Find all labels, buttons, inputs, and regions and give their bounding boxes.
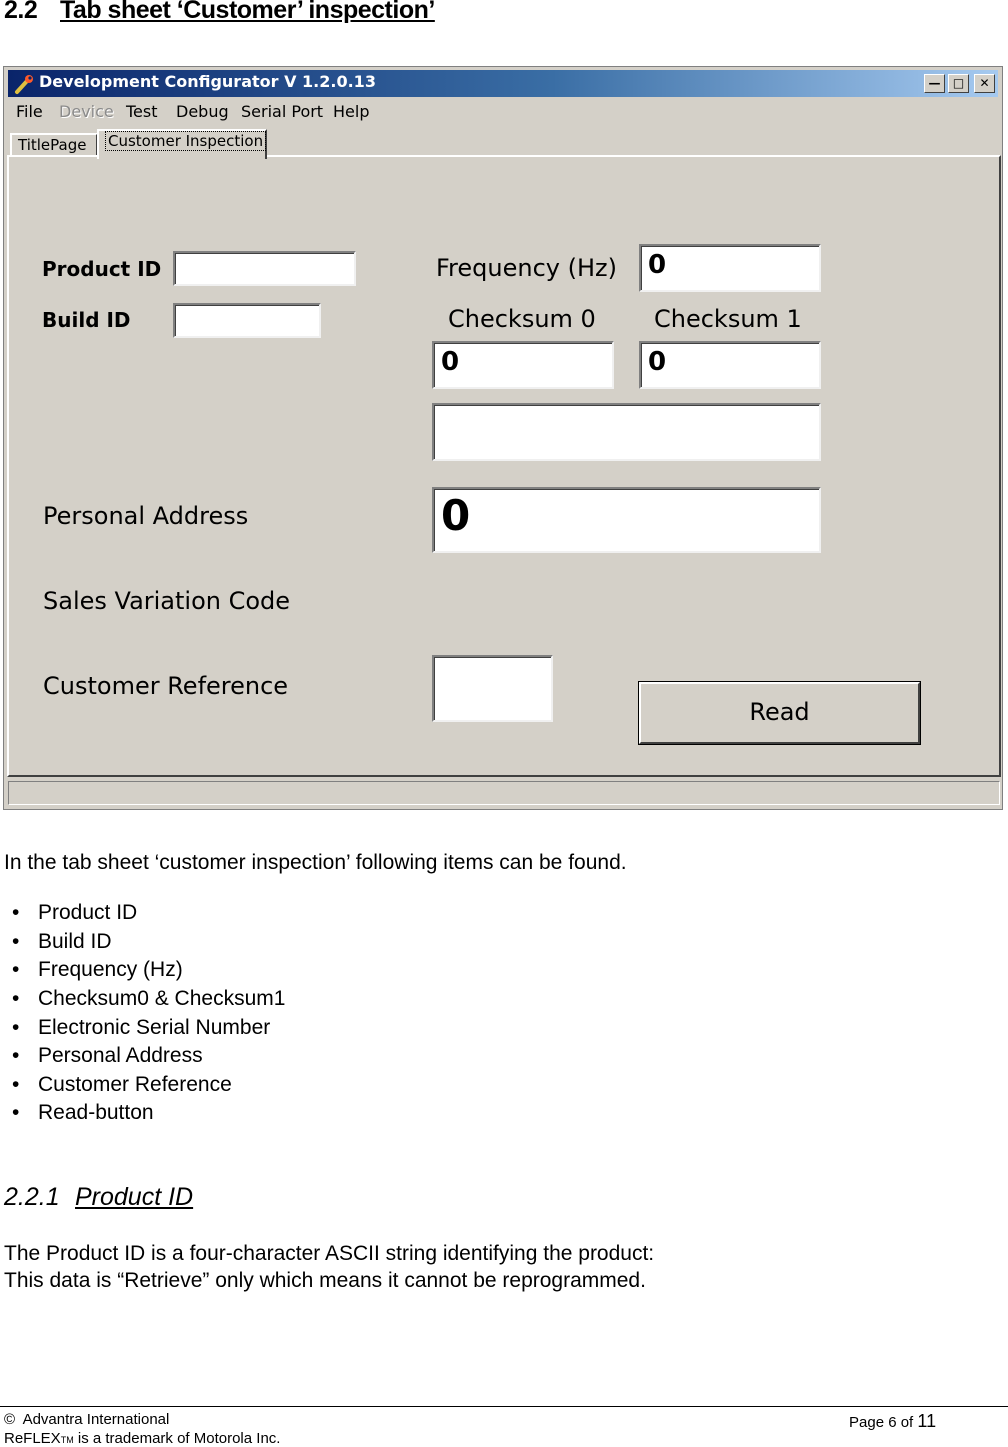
section-number: 2.2: [4, 0, 38, 24]
customer-reference-field[interactable]: [432, 655, 553, 722]
minimize-icon: —: [928, 76, 941, 90]
tab-titlepage-label: TitlePage: [18, 136, 87, 154]
bullet-icon: •: [12, 1101, 20, 1124]
bullet-icon: •: [12, 1073, 20, 1096]
frequency-field[interactable]: 0: [639, 244, 821, 292]
footer-page-label: Page 6 of: [849, 1414, 914, 1431]
checksum1-field[interactable]: 0: [639, 341, 821, 389]
product-id-field[interactable]: [173, 251, 356, 286]
app-window: [3, 66, 1003, 810]
subsection-title: Product ID: [75, 1183, 194, 1211]
tab-customer-inspection[interactable]: [97, 129, 267, 159]
footer-trademark: [4, 1430, 280, 1447]
list-item: Product ID: [38, 901, 138, 924]
menu-test[interactable]: Test: [126, 102, 158, 121]
list-item: Personal Address: [38, 1044, 203, 1067]
list-item: Customer Reference: [38, 1073, 232, 1096]
menu-file[interactable]: File: [16, 102, 43, 121]
menu-help[interactable]: Help: [333, 102, 370, 121]
read-button[interactable]: Read: [639, 682, 920, 744]
tab-titlepage[interactable]: [10, 133, 98, 157]
bullet-icon: •: [12, 958, 20, 981]
bullet-icon: •: [12, 1044, 20, 1067]
personal-address-field[interactable]: 0: [432, 487, 821, 553]
subsection-number: 2.2.1: [4, 1183, 60, 1211]
frequency-label: Frequency (Hz): [436, 254, 617, 282]
footer-divider: [0, 1406, 1008, 1407]
close-button[interactable]: [974, 74, 995, 93]
serial-number-field[interactable]: [432, 403, 821, 461]
window-title: Development Configurator V 1.2.0.13: [39, 72, 376, 91]
menu-debug[interactable]: Debug: [176, 102, 229, 121]
list-item: Read-button: [38, 1101, 154, 1124]
bullet-icon: •: [12, 901, 20, 924]
customer-reference-label: Customer Reference: [43, 672, 289, 700]
intro-paragraph: In the tab sheet ‘customer inspection’ following items can be found.: [4, 851, 627, 874]
list-item: Build ID: [38, 930, 112, 953]
tab-panel: [7, 155, 1001, 777]
menu-device[interactable]: Device: [59, 102, 114, 121]
section-title: Tab sheet ‘Customer’ inspection’: [60, 0, 435, 24]
footer-page-total: 11: [917, 1411, 937, 1431]
menu-serial-port[interactable]: Serial Port: [241, 102, 324, 121]
trademark-icon: TM: [60, 1435, 74, 1445]
bullet-icon: •: [12, 987, 20, 1010]
list-item: Frequency (Hz): [38, 958, 183, 981]
minimize-button[interactable]: [924, 74, 945, 93]
footer-company-name: Advantra International: [22, 1411, 170, 1428]
status-bar: [8, 781, 1000, 805]
title-bar: [8, 70, 998, 97]
close-icon: ✕: [979, 76, 990, 90]
list-item: Checksum0 & Checksum1: [38, 987, 286, 1010]
sales-variation-code-label: Sales Variation Code: [43, 587, 291, 615]
build-id-field[interactable]: [173, 303, 321, 338]
wrench-icon: [13, 73, 35, 95]
tab-customer-inspection-label: Customer Inspection: [105, 131, 266, 151]
copyright-icon: ©: [4, 1411, 16, 1428]
list-item: Electronic Serial Number: [38, 1016, 271, 1039]
checksum0-field[interactable]: 0: [432, 341, 614, 389]
product-id-paragraph-2: This data is “Retrieve” only which means it cannot be reprogrammed.: [4, 1269, 646, 1292]
product-id-label: Product ID: [42, 257, 162, 281]
footer-trademark-name: ReFLEX: [4, 1430, 61, 1447]
maximize-button[interactable]: [948, 74, 969, 93]
checksum0-label: Checksum 0: [448, 305, 596, 333]
footer-company: [4, 1411, 169, 1428]
build-id-label: Build ID: [42, 308, 131, 332]
footer-trademark-text: is a trademark of Motorola Inc.: [73, 1430, 281, 1447]
personal-address-label: Personal Address: [43, 502, 249, 530]
bullet-icon: •: [12, 930, 20, 953]
checksum1-label: Checksum 1: [654, 305, 802, 333]
bullet-icon: •: [12, 1016, 20, 1039]
maximize-icon: □: [952, 76, 965, 90]
product-id-paragraph-1: The Product ID is a four-character ASCII string identifying the product:: [4, 1242, 655, 1265]
footer-page: [849, 1411, 936, 1432]
